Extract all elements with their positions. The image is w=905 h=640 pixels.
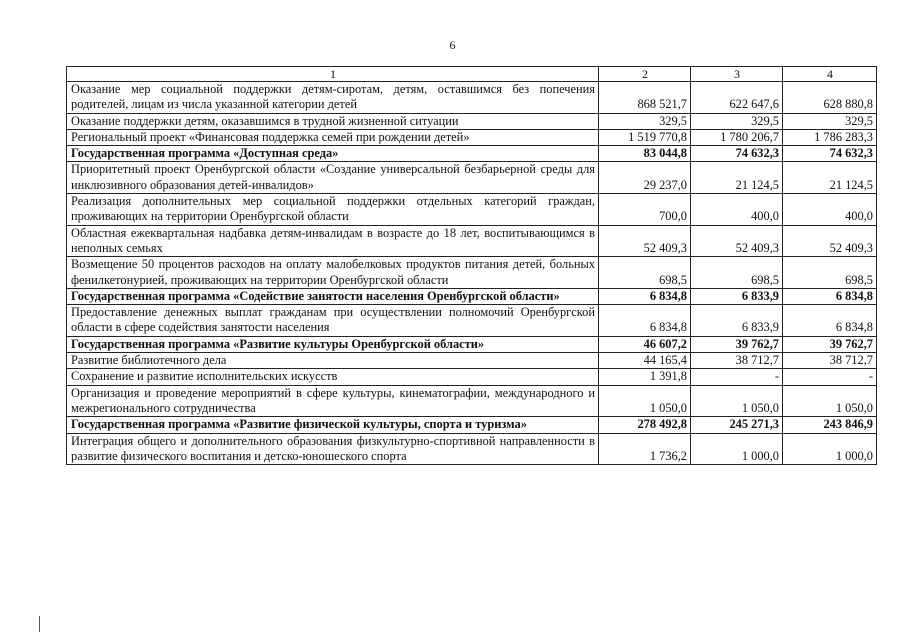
row-description: Оказание поддержки детям, оказавшимся в трудной жизненной ситуации — [67, 113, 599, 129]
row-value-col4: 6 834,8 — [783, 305, 877, 337]
row-value-col4: 1 050,0 — [783, 385, 877, 417]
row-description: Предоставление денежных выплат гражданам при осуществлении полномочий Оренбургской области в сфере содействия занятости населения — [67, 305, 599, 337]
program-total-row — [67, 146, 877, 162]
row-value-col2: 6 834,8 — [599, 305, 691, 337]
row-value-col3: 39 762,7 — [691, 336, 783, 352]
row-value-col2: 1 391,8 — [599, 369, 691, 385]
program-total-row — [67, 288, 877, 304]
row-value-col2: 329,5 — [599, 113, 691, 129]
row-description: Развитие библиотечного дела — [67, 353, 599, 369]
table-row — [67, 257, 877, 289]
row-value-col3: 38 712,7 — [691, 353, 783, 369]
table-row — [67, 369, 877, 385]
row-value-col4: 243 846,9 — [783, 417, 877, 433]
row-value-col4: 329,5 — [783, 113, 877, 129]
row-description: Государственная программа «Развитие культуры Оренбургской области» — [67, 336, 599, 352]
row-description: Сохранение и развитие исполнительских искусств — [67, 369, 599, 385]
table-row — [67, 113, 877, 129]
header-cell-1: 1 — [67, 67, 599, 82]
row-value-col4: 628 880,8 — [783, 82, 877, 114]
row-value-col2: 698,5 — [599, 257, 691, 289]
row-value-col2: 868 521,7 — [599, 82, 691, 114]
table-row — [67, 129, 877, 145]
table-row — [67, 225, 877, 257]
row-description: Государственная программа «Доступная среда» — [67, 146, 599, 162]
header-cell-3: 3 — [691, 67, 783, 82]
table-row — [67, 353, 877, 369]
row-value-col4: 698,5 — [783, 257, 877, 289]
header-cell-2: 2 — [599, 67, 691, 82]
row-value-col3: 400,0 — [691, 194, 783, 226]
row-description: Интеграция общего и дополнительного образования физкультурно-спортивной направленности в развитие физического воспитания и детско-юношеского спорта — [67, 433, 599, 465]
row-value-col4: 39 762,7 — [783, 336, 877, 352]
margin-mark — [39, 616, 40, 632]
row-value-col2: 44 165,4 — [599, 353, 691, 369]
row-value-col3: 1 050,0 — [691, 385, 783, 417]
program-total-row — [67, 417, 877, 433]
budget-table — [66, 66, 877, 465]
row-value-col2: 6 834,8 — [599, 288, 691, 304]
row-value-col3: 52 409,3 — [691, 225, 783, 257]
row-value-col4: 74 632,3 — [783, 146, 877, 162]
row-value-col3: 6 833,9 — [691, 305, 783, 337]
page-number: 6 — [449, 38, 456, 52]
row-value-col2: 46 607,2 — [599, 336, 691, 352]
row-value-col4: 400,0 — [783, 194, 877, 226]
row-description: Государственная программа «Развитие физической культуры, спорта и туризма» — [67, 417, 599, 433]
row-value-col2: 83 044,8 — [599, 146, 691, 162]
row-description: Государственная программа «Содействие занятости населения Оренбургской области» — [67, 288, 599, 304]
row-value-col2: 1 519 770,8 — [599, 129, 691, 145]
row-value-col3: 622 647,6 — [691, 82, 783, 114]
row-value-col3: 21 124,5 — [691, 162, 783, 194]
row-value-col4: 52 409,3 — [783, 225, 877, 257]
row-value-col2: 1 050,0 — [599, 385, 691, 417]
table-row — [67, 385, 877, 417]
row-value-col3: 245 271,3 — [691, 417, 783, 433]
row-value-col4: 1 000,0 — [783, 433, 877, 465]
table-row — [67, 162, 877, 194]
row-value-col3: 74 632,3 — [691, 146, 783, 162]
table-row — [67, 82, 877, 114]
row-value-col4: 6 834,8 — [783, 288, 877, 304]
row-value-col4: - — [783, 369, 877, 385]
row-description: Возмещение 50 процентов расходов на оплату малобелковых продуктов питания детей, больных фенилкетонурией, проживающих на территории Оренбургской области — [67, 257, 599, 289]
row-value-col3: 1 780 206,7 — [691, 129, 783, 145]
header-cell-4: 4 — [783, 67, 877, 82]
row-value-col2: 278 492,8 — [599, 417, 691, 433]
header-row — [67, 67, 877, 82]
row-value-col3: 6 833,9 — [691, 288, 783, 304]
table-body — [67, 67, 877, 465]
row-value-col2: 700,0 — [599, 194, 691, 226]
row-description: Оказание мер социальной поддержки детям-сиротам, детям, оставшимся без попечения родителей, лицам из числа указанной категории детей — [67, 82, 599, 114]
table-row — [67, 305, 877, 337]
row-value-col4: 21 124,5 — [783, 162, 877, 194]
program-total-row — [67, 336, 877, 352]
row-description: Реализация дополнительных мер социальной поддержки отдельных категорий граждан, проживающих на территории Оренбургской области — [67, 194, 599, 226]
table-row — [67, 433, 877, 465]
row-description: Региональный проект «Финансовая поддержка семей при рождении детей» — [67, 129, 599, 145]
row-description: Организация и проведение мероприятий в сфере культуры, кинематографии, международного и межрегионального сотрудничества — [67, 385, 599, 417]
table-row — [67, 194, 877, 226]
row-value-col2: 29 237,0 — [599, 162, 691, 194]
row-description: Областная ежеквартальная надбавка детям-инвалидам в возрасте до 18 лет, воспитывающимся в неполных семьях — [67, 225, 599, 257]
row-value-col4: 38 712,7 — [783, 353, 877, 369]
row-description: Приоритетный проект Оренбургской области «Создание универсальной безбарьерной среды для инклюзивного образования детей-инвалидов» — [67, 162, 599, 194]
row-value-col4: 1 786 283,3 — [783, 129, 877, 145]
row-value-col3: 329,5 — [691, 113, 783, 129]
row-value-col3: - — [691, 369, 783, 385]
row-value-col2: 1 736,2 — [599, 433, 691, 465]
row-value-col3: 698,5 — [691, 257, 783, 289]
row-value-col2: 52 409,3 — [599, 225, 691, 257]
row-value-col3: 1 000,0 — [691, 433, 783, 465]
